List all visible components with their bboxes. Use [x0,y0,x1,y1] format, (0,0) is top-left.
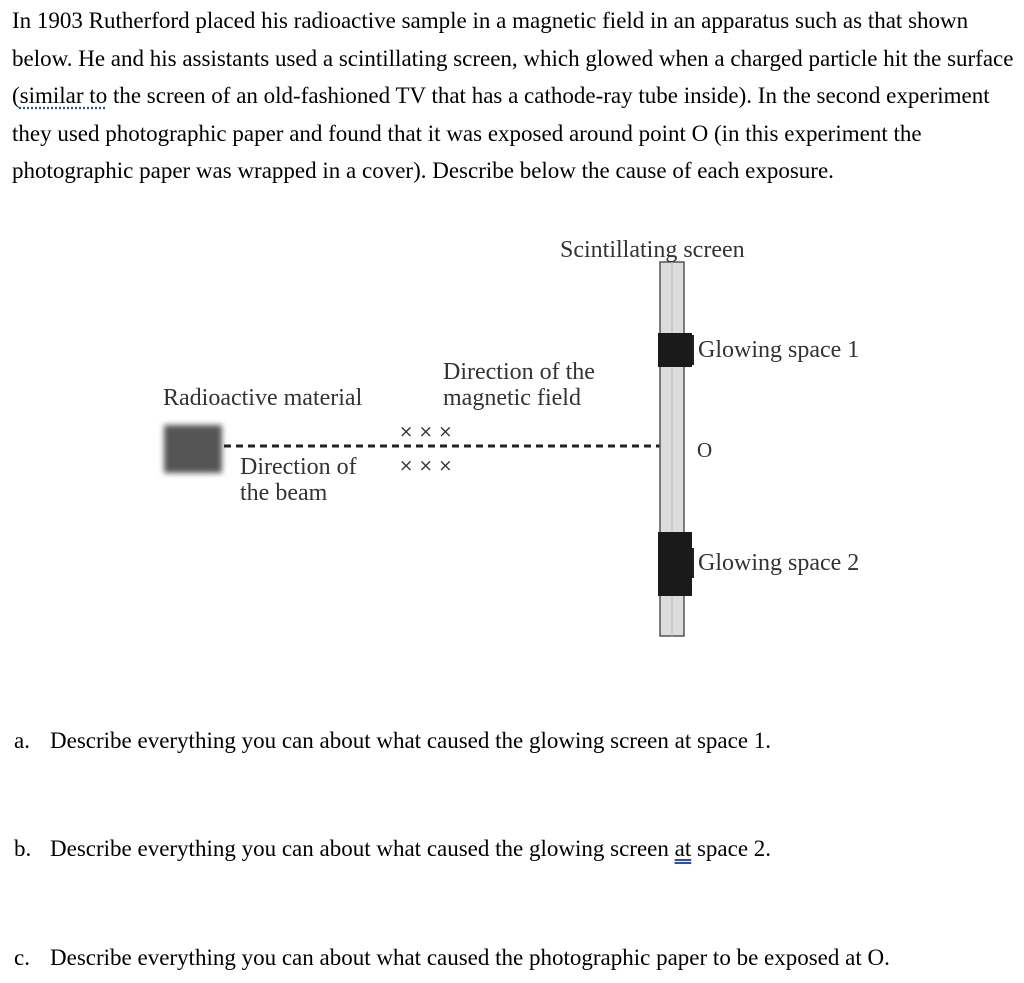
intro-underlined-phrase: similar to [19,83,108,108]
field-symbols-top: × × × [399,422,453,442]
glow1-label: Glowing space 1 [692,335,859,365]
question-b-underlined: at [674,836,692,861]
question-a [14,726,771,756]
point-o-label: O [697,438,713,462]
glowing-space-1-mark [658,333,692,367]
intro-text-1: In 1903 Rutherford placed his radioactive sample in a magnetic field in an apparatus such as that shown below. He and his assistants used a scintillating screen, which glowed when a charged particle hit the surface ( [12,8,1014,108]
question-c [14,943,890,973]
glow2-label: Glowing space 2 [692,548,859,578]
field-symbols-bottom: × × × [399,456,453,476]
question-b [14,834,771,864]
glowing-space-2-mark [658,532,692,596]
question-c-letter: c. [14,945,30,970]
radioactive-source [164,425,222,473]
screen-label: Scintillating screen [560,237,745,263]
question-a-letter: a. [14,728,30,753]
question-b-text-2: space 2. [691,836,772,861]
field-label-line1: Direction of the [443,359,595,385]
question-c-text: Describe everything you can about what caused the photographic paper to be exposed at O. [50,945,890,970]
beam-label-line1: Direction of [240,454,357,480]
field-label-line2: magnetic field [443,385,581,411]
question-b-text-1: Describe everything you can about what caused the glowing screen [50,836,675,861]
question-a-text: Describe everything you can about what caused the glowing screen at space 1. [50,728,772,753]
intro-text-2: the screen of an old-fashioned TV that has a cathode-ray tube inside). In the second experiment they used photographic paper and found that it was exposed around point O (in this experiment the photographic paper was wrapped in a cover). Describe below the cause of each exposure. [12,83,990,183]
radioactive-label: Radioactive material [163,385,363,411]
beam-label-line2: the beam [240,480,328,506]
question-b-letter: b. [14,836,32,861]
